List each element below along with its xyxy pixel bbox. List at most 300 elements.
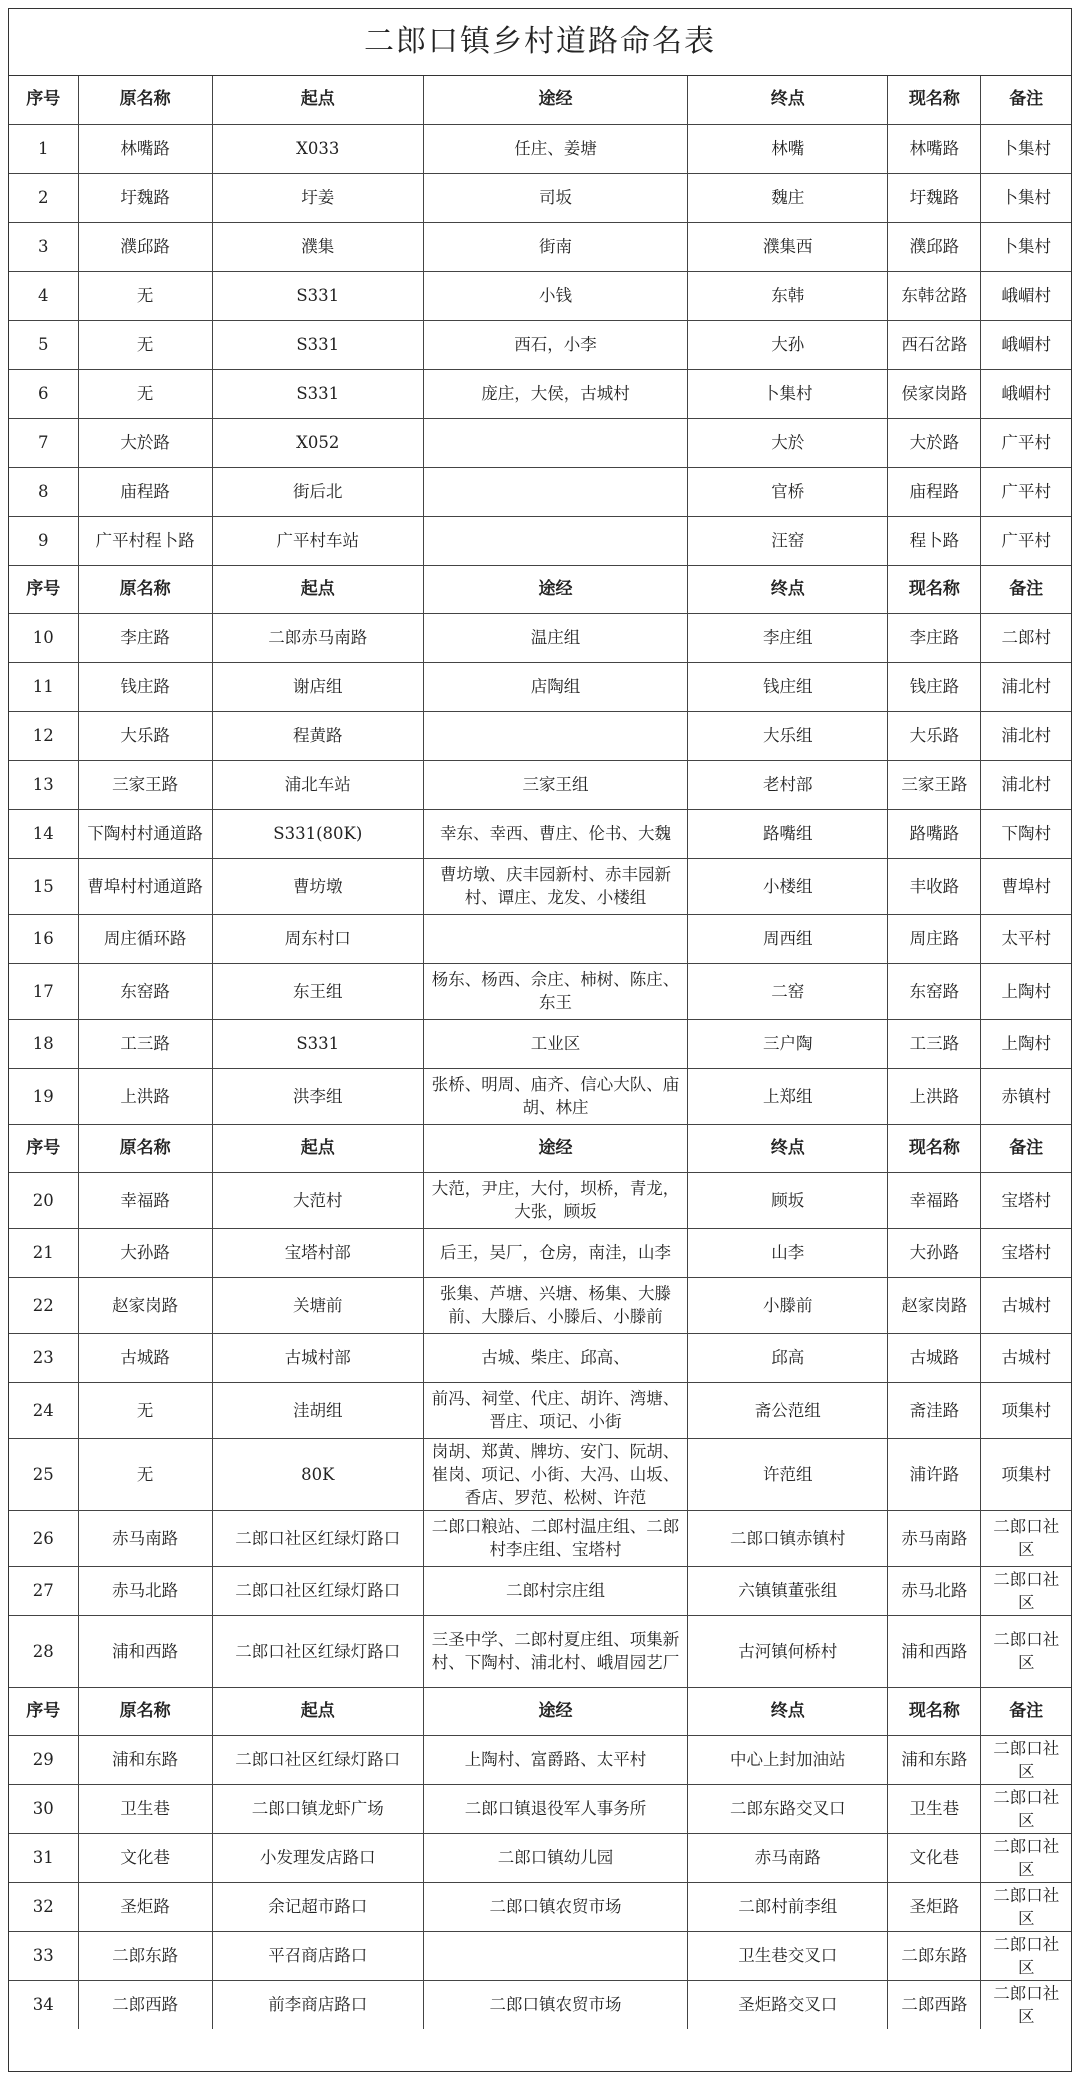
seq-cell: 21 <box>9 1228 78 1277</box>
old-name-cell: 无 <box>78 369 212 418</box>
table-row <box>9 418 1071 467</box>
column-header: 途经 <box>423 1124 687 1172</box>
end-cell: 上郑组 <box>688 1068 888 1124</box>
old-name-cell: 二郎东路 <box>78 1931 212 1980</box>
end-cell: 许范组 <box>688 1438 888 1510</box>
table-row <box>9 1438 1071 1510</box>
column-header: 起点 <box>212 1687 423 1735</box>
table-row <box>9 320 1071 369</box>
end-cell: 二郎口镇赤镇村 <box>688 1510 888 1566</box>
header-row <box>9 1687 1071 1735</box>
seq-cell: 25 <box>9 1438 78 1510</box>
via-cell: 司坂 <box>423 173 687 222</box>
table-row <box>9 711 1071 760</box>
via-cell <box>423 711 687 760</box>
start-cell: X052 <box>212 418 423 467</box>
old-name-cell: 圩魏路 <box>78 173 212 222</box>
end-cell: 卜集村 <box>688 369 888 418</box>
old-name-cell: 下陶村村通道路 <box>78 809 212 858</box>
new-name-cell: 东韩岔路 <box>888 271 981 320</box>
new-name-cell: 程卜路 <box>888 516 981 565</box>
seq-cell: 31 <box>9 1833 78 1882</box>
old-name-cell: 无 <box>78 1438 212 1510</box>
note-cell: 峨嵋村 <box>981 369 1071 418</box>
new-name-cell: 浦和东路 <box>888 1735 981 1784</box>
start-cell: 二郎口社区红绿灯路口 <box>212 1510 423 1566</box>
new-name-cell: 文化巷 <box>888 1833 981 1882</box>
end-cell: 东韩 <box>688 271 888 320</box>
column-header: 终点 <box>688 565 888 613</box>
column-header: 原名称 <box>78 565 212 613</box>
seq-cell: 17 <box>9 963 78 1019</box>
new-name-cell: 上洪路 <box>888 1068 981 1124</box>
column-header: 序号 <box>9 565 78 613</box>
seq-cell: 2 <box>9 173 78 222</box>
old-name-cell: 工三路 <box>78 1019 212 1068</box>
start-cell: S331 <box>212 271 423 320</box>
table-row <box>9 662 1071 711</box>
new-name-cell: 庙程路 <box>888 467 981 516</box>
new-name-cell: 路嘴路 <box>888 809 981 858</box>
start-cell: 曹坊墩 <box>212 858 423 914</box>
note-cell: 古城村 <box>981 1333 1071 1382</box>
start-cell: 圩姜 <box>212 173 423 222</box>
note-cell: 上陶村 <box>981 1019 1071 1068</box>
seq-cell: 1 <box>9 124 78 173</box>
road-naming-table <box>9 76 1071 2029</box>
table-row <box>9 173 1071 222</box>
via-cell: 三家王组 <box>423 760 687 809</box>
table-row <box>9 1333 1071 1382</box>
end-cell: 大於 <box>688 418 888 467</box>
end-cell: 路嘴组 <box>688 809 888 858</box>
table-row <box>9 1566 1071 1615</box>
table-row <box>9 1882 1071 1931</box>
note-cell: 峨嵋村 <box>981 320 1071 369</box>
seq-cell: 24 <box>9 1382 78 1438</box>
via-cell: 西石，小李 <box>423 320 687 369</box>
seq-cell: 20 <box>9 1172 78 1228</box>
start-cell: 濮集 <box>212 222 423 271</box>
via-cell <box>423 418 687 467</box>
end-cell: 汪窑 <box>688 516 888 565</box>
end-cell: 二郎村前李组 <box>688 1882 888 1931</box>
table-row <box>9 1615 1071 1687</box>
table-row <box>9 760 1071 809</box>
new-name-cell: 浦和西路 <box>888 1615 981 1687</box>
end-cell: 三户陶 <box>688 1019 888 1068</box>
table-row <box>9 809 1071 858</box>
column-header: 序号 <box>9 76 78 124</box>
note-cell: 上陶村 <box>981 963 1071 1019</box>
new-name-cell: 卫生巷 <box>888 1784 981 1833</box>
seq-cell: 4 <box>9 271 78 320</box>
note-cell: 二郎口社区 <box>981 1566 1071 1615</box>
via-cell: 温庄组 <box>423 613 687 662</box>
via-cell: 后王，吴厂，仓房，南洼，山李 <box>423 1228 687 1277</box>
note-cell: 卜集村 <box>981 222 1071 271</box>
start-cell: 余记超市路口 <box>212 1882 423 1931</box>
column-header: 途经 <box>423 1687 687 1735</box>
end-cell: 小楼组 <box>688 858 888 914</box>
old-name-cell: 幸福路 <box>78 1172 212 1228</box>
new-name-cell: 赤马南路 <box>888 1510 981 1566</box>
column-header: 序号 <box>9 1124 78 1172</box>
note-cell: 二郎口社区 <box>981 1833 1071 1882</box>
via-cell: 街南 <box>423 222 687 271</box>
start-cell: 二郎口镇龙虾广场 <box>212 1784 423 1833</box>
old-name-cell: 赤马南路 <box>78 1510 212 1566</box>
seq-cell: 9 <box>9 516 78 565</box>
new-name-cell: 圣炬路 <box>888 1882 981 1931</box>
old-name-cell: 二郎西路 <box>78 1980 212 2029</box>
note-cell: 宝塔村 <box>981 1172 1071 1228</box>
table-row <box>9 271 1071 320</box>
end-cell: 中心上封加油站 <box>688 1735 888 1784</box>
seq-cell: 8 <box>9 467 78 516</box>
column-header: 备注 <box>981 76 1071 124</box>
old-name-cell: 浦和东路 <box>78 1735 212 1784</box>
note-cell: 赤镇村 <box>981 1068 1071 1124</box>
note-cell: 浦北村 <box>981 711 1071 760</box>
end-cell: 林嘴 <box>688 124 888 173</box>
seq-cell: 19 <box>9 1068 78 1124</box>
via-cell: 幸东、幸西、曹庄、伦书、大魏 <box>423 809 687 858</box>
start-cell: S331(80K) <box>212 809 423 858</box>
via-cell: 大范，尹庄，大付，坝桥，青龙，大张，顾坂 <box>423 1172 687 1228</box>
via-cell <box>423 516 687 565</box>
table-row <box>9 1172 1071 1228</box>
via-cell: 二郎口镇农贸市场 <box>423 1882 687 1931</box>
new-name-cell: 浦许路 <box>888 1438 981 1510</box>
table-row <box>9 1510 1071 1566</box>
note-cell: 广平村 <box>981 467 1071 516</box>
via-cell: 二郎村宗庄组 <box>423 1566 687 1615</box>
start-cell: 平召商店路口 <box>212 1931 423 1980</box>
table-row <box>9 1068 1071 1124</box>
new-name-cell: 丰收路 <box>888 858 981 914</box>
new-name-cell: 赤马北路 <box>888 1566 981 1615</box>
note-cell: 太平村 <box>981 914 1071 963</box>
note-cell: 曹埠村 <box>981 858 1071 914</box>
via-cell: 小钱 <box>423 271 687 320</box>
note-cell: 卜集村 <box>981 124 1071 173</box>
column-header: 备注 <box>981 565 1071 613</box>
seq-cell: 23 <box>9 1333 78 1382</box>
old-name-cell: 东窑路 <box>78 963 212 1019</box>
start-cell: 程黄路 <box>212 711 423 760</box>
end-cell: 赤马南路 <box>688 1833 888 1882</box>
table-row <box>9 1833 1071 1882</box>
end-cell: 六镇镇董张组 <box>688 1566 888 1615</box>
start-cell: 浦北车站 <box>212 760 423 809</box>
table-row <box>9 1019 1071 1068</box>
seq-cell: 3 <box>9 222 78 271</box>
via-cell: 上陶村、富爵路、太平村 <box>423 1735 687 1784</box>
seq-cell: 5 <box>9 320 78 369</box>
note-cell: 卜集村 <box>981 173 1071 222</box>
table-row <box>9 1735 1071 1784</box>
seq-cell: 13 <box>9 760 78 809</box>
start-cell: 广平村车站 <box>212 516 423 565</box>
old-name-cell: 文化巷 <box>78 1833 212 1882</box>
start-cell: 周东村口 <box>212 914 423 963</box>
table-row <box>9 1277 1071 1333</box>
note-cell: 浦北村 <box>981 662 1071 711</box>
seq-cell: 32 <box>9 1882 78 1931</box>
via-cell: 曹坊墩、庆丰园新村、赤丰园新村、谭庄、龙发、小楼组 <box>423 858 687 914</box>
new-name-cell: 圩魏路 <box>888 173 981 222</box>
start-cell: 大范村 <box>212 1172 423 1228</box>
via-cell: 张集、芦塘、兴塘、杨集、大滕前、大滕后、小滕后、小滕前 <box>423 1277 687 1333</box>
end-cell: 卫生巷交叉口 <box>688 1931 888 1980</box>
note-cell: 项集村 <box>981 1382 1071 1438</box>
seq-cell: 10 <box>9 613 78 662</box>
column-header: 途经 <box>423 76 687 124</box>
old-name-cell: 赤马北路 <box>78 1566 212 1615</box>
column-header: 现名称 <box>888 565 981 613</box>
table-row <box>9 1382 1071 1438</box>
via-cell: 岗胡、郑黄、牌坊、安门、阮胡、崔岗、项记、小街、大冯、山坂、香店、罗范、松树、许范 <box>423 1438 687 1510</box>
old-name-cell: 大乐路 <box>78 711 212 760</box>
table-row <box>9 1784 1071 1833</box>
start-cell: X033 <box>212 124 423 173</box>
start-cell: 古城村部 <box>212 1333 423 1382</box>
new-name-cell: 濮邱路 <box>888 222 981 271</box>
column-header: 原名称 <box>78 76 212 124</box>
start-cell: S331 <box>212 320 423 369</box>
new-name-cell: 二郎东路 <box>888 1931 981 1980</box>
old-name-cell: 三家王路 <box>78 760 212 809</box>
end-cell: 李庄组 <box>688 613 888 662</box>
end-cell: 周西组 <box>688 914 888 963</box>
end-cell: 山李 <box>688 1228 888 1277</box>
column-header: 备注 <box>981 1687 1071 1735</box>
table-row <box>9 467 1071 516</box>
note-cell: 二郎口社区 <box>981 1510 1071 1566</box>
end-cell: 钱庄组 <box>688 662 888 711</box>
header-row <box>9 1124 1071 1172</box>
column-header: 起点 <box>212 76 423 124</box>
table-row <box>9 858 1071 914</box>
old-name-cell: 濮邱路 <box>78 222 212 271</box>
table-row <box>9 914 1071 963</box>
note-cell: 二郎口社区 <box>981 1931 1071 1980</box>
seq-cell: 7 <box>9 418 78 467</box>
new-name-cell: 二郎西路 <box>888 1980 981 2029</box>
new-name-cell: 大乐路 <box>888 711 981 760</box>
end-cell: 邱高 <box>688 1333 888 1382</box>
start-cell: 二郎口社区红绿灯路口 <box>212 1566 423 1615</box>
start-cell: 80K <box>212 1438 423 1510</box>
column-header: 途经 <box>423 565 687 613</box>
end-cell: 二窑 <box>688 963 888 1019</box>
seq-cell: 22 <box>9 1277 78 1333</box>
seq-cell: 12 <box>9 711 78 760</box>
seq-cell: 27 <box>9 1566 78 1615</box>
via-cell <box>423 914 687 963</box>
end-cell: 官桥 <box>688 467 888 516</box>
column-header: 终点 <box>688 1687 888 1735</box>
end-cell: 大孙 <box>688 320 888 369</box>
note-cell: 宝塔村 <box>981 1228 1071 1277</box>
new-name-cell: 大孙路 <box>888 1228 981 1277</box>
note-cell: 峨嵋村 <box>981 271 1071 320</box>
note-cell: 二郎口社区 <box>981 1784 1071 1833</box>
new-name-cell: 幸福路 <box>888 1172 981 1228</box>
seq-cell: 14 <box>9 809 78 858</box>
via-cell: 杨东、杨西、佘庄、柿树、陈庄、东王 <box>423 963 687 1019</box>
start-cell: S331 <box>212 1019 423 1068</box>
via-cell <box>423 1931 687 1980</box>
via-cell: 任庄、姜塘 <box>423 124 687 173</box>
table-row <box>9 1228 1071 1277</box>
start-cell: 宝塔村部 <box>212 1228 423 1277</box>
via-cell: 古城、柴庄、邱高、 <box>423 1333 687 1382</box>
via-cell: 二郎口粮站、二郎村温庄组、二郎村李庄组、宝塔村 <box>423 1510 687 1566</box>
end-cell: 斋公范组 <box>688 1382 888 1438</box>
old-name-cell: 李庄路 <box>78 613 212 662</box>
column-header: 现名称 <box>888 1687 981 1735</box>
end-cell: 大乐组 <box>688 711 888 760</box>
start-cell: 二郎口社区红绿灯路口 <box>212 1735 423 1784</box>
table-row <box>9 963 1071 1019</box>
road-naming-table-sheet <box>8 8 1072 2072</box>
column-header: 起点 <box>212 565 423 613</box>
column-header: 备注 <box>981 1124 1071 1172</box>
new-name-cell: 工三路 <box>888 1019 981 1068</box>
seq-cell: 6 <box>9 369 78 418</box>
old-name-cell: 无 <box>78 320 212 369</box>
end-cell: 老村部 <box>688 760 888 809</box>
start-cell: 谢店组 <box>212 662 423 711</box>
column-header: 终点 <box>688 1124 888 1172</box>
new-name-cell: 大於路 <box>888 418 981 467</box>
table-row <box>9 1931 1071 1980</box>
via-cell: 前冯、祠堂、代庄、胡许、湾塘、晋庄、项记、小街 <box>423 1382 687 1438</box>
end-cell: 濮集西 <box>688 222 888 271</box>
via-cell: 工业区 <box>423 1019 687 1068</box>
old-name-cell: 卫生巷 <box>78 1784 212 1833</box>
table-row <box>9 124 1071 173</box>
header-row <box>9 565 1071 613</box>
start-cell: 街后北 <box>212 467 423 516</box>
via-cell: 三圣中学、二郎村夏庄组、项集新村、下陶村、浦北村、峨眉园艺厂 <box>423 1615 687 1687</box>
seq-cell: 26 <box>9 1510 78 1566</box>
seq-cell: 15 <box>9 858 78 914</box>
note-cell: 项集村 <box>981 1438 1071 1510</box>
table-row <box>9 613 1071 662</box>
end-cell: 魏庄 <box>688 173 888 222</box>
note-cell: 下陶村 <box>981 809 1071 858</box>
column-header: 原名称 <box>78 1124 212 1172</box>
start-cell: 小发理发店路口 <box>212 1833 423 1882</box>
new-name-cell: 侯家岗路 <box>888 369 981 418</box>
start-cell: 洼胡组 <box>212 1382 423 1438</box>
start-cell: 洪李组 <box>212 1068 423 1124</box>
via-cell <box>423 467 687 516</box>
new-name-cell: 林嘴路 <box>888 124 981 173</box>
note-cell: 二郎口社区 <box>981 1735 1071 1784</box>
note-cell: 广平村 <box>981 516 1071 565</box>
note-cell: 古城村 <box>981 1277 1071 1333</box>
note-cell: 二郎口社区 <box>981 1980 1071 2029</box>
new-name-cell: 三家王路 <box>888 760 981 809</box>
table-row <box>9 222 1071 271</box>
old-name-cell: 无 <box>78 1382 212 1438</box>
new-name-cell: 李庄路 <box>888 613 981 662</box>
via-cell: 二郎口镇农贸市场 <box>423 1980 687 2029</box>
old-name-cell: 赵家岗路 <box>78 1277 212 1333</box>
page-title: 二郎口镇乡村道路命名表 <box>9 9 1071 76</box>
column-header: 现名称 <box>888 1124 981 1172</box>
old-name-cell: 浦和西路 <box>78 1615 212 1687</box>
via-cell: 庞庄，大侯，古城村 <box>423 369 687 418</box>
end-cell: 二郎东路交叉口 <box>688 1784 888 1833</box>
new-name-cell: 周庄路 <box>888 914 981 963</box>
end-cell: 顾坂 <box>688 1172 888 1228</box>
old-name-cell: 大於路 <box>78 418 212 467</box>
start-cell: S331 <box>212 369 423 418</box>
new-name-cell: 东窑路 <box>888 963 981 1019</box>
via-cell: 店陶组 <box>423 662 687 711</box>
seq-cell: 34 <box>9 1980 78 2029</box>
old-name-cell: 圣炬路 <box>78 1882 212 1931</box>
start-cell: 关塘前 <box>212 1277 423 1333</box>
note-cell: 二郎口社区 <box>981 1615 1071 1687</box>
seq-cell: 30 <box>9 1784 78 1833</box>
old-name-cell: 林嘴路 <box>78 124 212 173</box>
old-name-cell: 古城路 <box>78 1333 212 1382</box>
start-cell: 前李商店路口 <box>212 1980 423 2029</box>
start-cell: 二郎口社区红绿灯路口 <box>212 1615 423 1687</box>
note-cell: 广平村 <box>981 418 1071 467</box>
column-header: 原名称 <box>78 1687 212 1735</box>
end-cell: 圣炬路交叉口 <box>688 1980 888 2029</box>
note-cell: 二郎口社区 <box>981 1882 1071 1931</box>
via-cell: 张桥、明周、庙齐、信心大队、庙胡、林庄 <box>423 1068 687 1124</box>
seq-cell: 16 <box>9 914 78 963</box>
new-name-cell: 古城路 <box>888 1333 981 1382</box>
seq-cell: 18 <box>9 1019 78 1068</box>
old-name-cell: 庙程路 <box>78 467 212 516</box>
note-cell: 浦北村 <box>981 760 1071 809</box>
end-cell: 小滕前 <box>688 1277 888 1333</box>
note-cell: 二郎村 <box>981 613 1071 662</box>
seq-cell: 11 <box>9 662 78 711</box>
seq-cell: 33 <box>9 1931 78 1980</box>
end-cell: 古河镇何桥村 <box>688 1615 888 1687</box>
old-name-cell: 钱庄路 <box>78 662 212 711</box>
via-cell: 二郎口镇幼儿园 <box>423 1833 687 1882</box>
seq-cell: 28 <box>9 1615 78 1687</box>
new-name-cell: 赵家岗路 <box>888 1277 981 1333</box>
seq-cell: 29 <box>9 1735 78 1784</box>
table-row <box>9 516 1071 565</box>
table-row <box>9 369 1071 418</box>
via-cell: 二郎口镇退役军人事务所 <box>423 1784 687 1833</box>
new-name-cell: 钱庄路 <box>888 662 981 711</box>
old-name-cell: 大孙路 <box>78 1228 212 1277</box>
start-cell: 二郎赤马南路 <box>212 613 423 662</box>
table-row <box>9 1980 1071 2029</box>
old-name-cell: 无 <box>78 271 212 320</box>
old-name-cell: 周庄循环路 <box>78 914 212 963</box>
old-name-cell: 广平村程卜路 <box>78 516 212 565</box>
new-name-cell: 西石岔路 <box>888 320 981 369</box>
start-cell: 东王组 <box>212 963 423 1019</box>
new-name-cell: 斋洼路 <box>888 1382 981 1438</box>
